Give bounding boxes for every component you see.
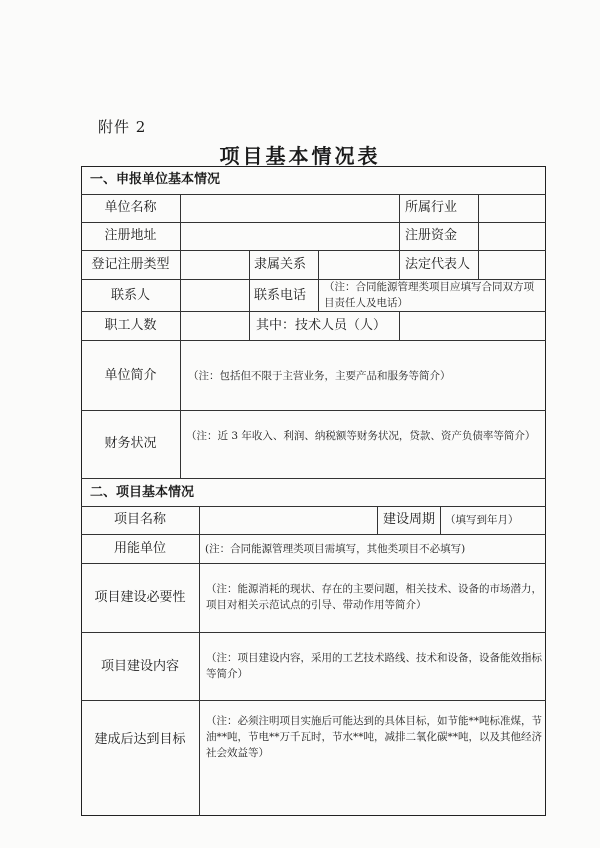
contact-note: （注：合同能源管理类项目应填写合同双方项目责任人及电话） (324, 281, 534, 309)
targets-note: （注：必须注明项目实施后可能达到的具体目标，如节能**吨标准煤，节油**吨，节电**万千瓦时，节水**吨，减排二氧化碳**吨，以及其他经济社会效益等） (206, 715, 542, 759)
industry-label: 所属行业 (405, 200, 458, 215)
energy-unit-label: 用能单位 (113, 541, 166, 556)
employees-label: 职工人数 (104, 318, 157, 333)
section2-header: 二、项目基本情况 (90, 485, 195, 500)
build-period-label: 建设周期 (383, 512, 436, 527)
content-note: （注：项目建设内容，采用的工艺技术路线、技术和设备，设备能效指标等简介） (206, 652, 542, 680)
col-divider (249, 250, 250, 340)
row-divider (81, 478, 546, 479)
row-divider (81, 340, 546, 341)
col-divider (199, 506, 200, 816)
col-divider (180, 194, 181, 478)
content-label: 项目建设内容 (100, 659, 179, 674)
col-divider (440, 506, 441, 534)
col-divider (399, 250, 400, 279)
contact-phone-label: 联系电话 (254, 288, 307, 303)
row-divider (81, 506, 546, 507)
targets-label: 建成后达到目标 (94, 732, 186, 747)
project-name-label: 项目名称 (113, 512, 166, 527)
finance-note: （注：近 3 年收入、利润、纳税额等财务状况，贷款、资产负债率等简介） (186, 430, 536, 442)
legal-rep-label: 法定代表人 (405, 257, 471, 272)
row-divider (81, 194, 546, 195)
profile-note: （注：包括但不限于主营业务，主要产品和服务等简介） (188, 370, 451, 382)
finance-label: 财务状况 (104, 436, 157, 451)
energy-unit-note: (注：合同能源管理类项目需填写，其他类项目不必填写) (205, 543, 466, 555)
necessity-note: （注：能源消耗的现状、存在的主要问题，相关技术、设备的市场潜力，项目对相关示范试点的引导、带动作用等简介） (206, 583, 542, 611)
row-divider (81, 563, 546, 564)
row-divider (81, 410, 546, 411)
section1-header: 一、申报单位基本情况 (90, 172, 221, 187)
reg-type-label: 登记注册类型 (91, 257, 170, 272)
reg-capital-label: 注册资金 (405, 228, 458, 243)
affiliation-label: 隶属关系 (254, 257, 307, 272)
unit-name-label: 单位名称 (104, 200, 157, 215)
col-divider (318, 250, 319, 311)
contact-label: 联系人 (110, 288, 150, 303)
row-divider (81, 700, 546, 701)
col-divider (478, 194, 479, 250)
col-divider (377, 506, 378, 534)
form-title: 项目基本情况表 (219, 144, 381, 168)
row-divider (81, 534, 546, 535)
reg-address-label: 注册地址 (104, 228, 157, 243)
profile-label: 单位简介 (104, 368, 157, 383)
row-divider (81, 632, 546, 633)
col-divider (399, 194, 400, 250)
col-divider (399, 311, 400, 340)
necessity-label: 项目建设必要性 (94, 590, 186, 605)
row-divider (81, 222, 546, 223)
row-divider (81, 311, 546, 312)
col-divider (478, 250, 479, 279)
attachment-label: 附件 2 (98, 118, 147, 136)
build-period-note: （填写到年月） (445, 514, 519, 526)
tech-staff-label: 其中：技术人员（人） (256, 318, 387, 333)
row-divider (81, 250, 546, 251)
